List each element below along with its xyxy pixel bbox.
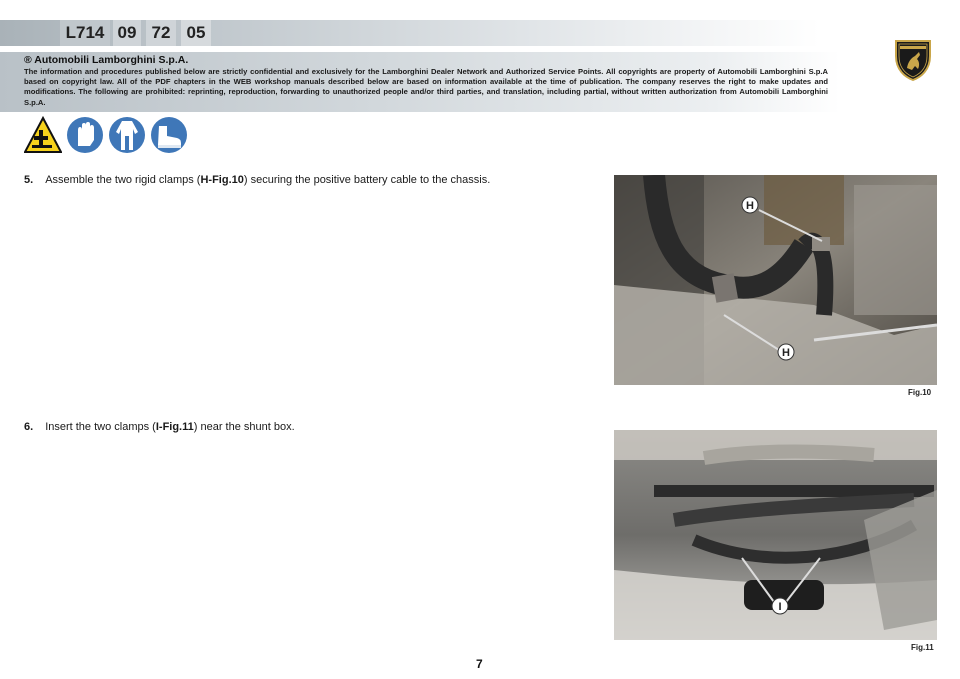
page-number: 7 — [476, 657, 483, 671]
warning-icon — [24, 116, 62, 154]
doc-code-number: 05 — [181, 20, 211, 46]
step-text: ) securing the positive battery cable to the chassis. — [243, 174, 491, 186]
figure-reference: H-Fig.10 — [200, 174, 244, 186]
step-text: ) near the shunt box. — [193, 421, 295, 433]
figure-10-photo — [614, 175, 937, 385]
figure-reference: I-Fig.11 — [155, 421, 194, 433]
safety-shoes-icon — [150, 116, 188, 154]
figure-10-label: Fig.10 — [908, 388, 932, 397]
company-name: ® Automobili Lamborghini S.p.A. — [24, 54, 189, 66]
doc-code-model: L714 — [60, 20, 110, 46]
doc-code-group: 09 — [113, 20, 141, 46]
figure-11-label: Fig.11 — [911, 643, 934, 652]
step-text: Insert the two clamps ( — [45, 421, 156, 433]
doc-code-section: 72 — [146, 20, 176, 46]
lamborghini-logo — [893, 38, 933, 82]
step-text: Assemble the two rigid clamps ( — [45, 174, 201, 186]
figure-marker-H: H — [746, 200, 754, 212]
disclaimer-text: The information and procedures published below are strictly confidential and exclusively for the Lamborghini Dealer Network and Authorized Service Points. All copyrights are property of Automobili Lamborghini S.p.A based on copyright law. All of the PDF chapters in the WEB workshop manuals described below are based on information available at the time of publication. The company reserves the right to make updates and modifications. The following are prohibited: reprinting, reproduction, forwarding to unauthorized people and/or third parties, and translation, including partial, without written authorization from Automobili Lamborghini S.p.A. — [24, 67, 828, 107]
instruction-step-5: 5. Assemble the two rigid clamps (H-Fig.10) securing the positive battery cable to the chassis. — [24, 174, 491, 186]
overalls-icon — [108, 116, 146, 154]
figure-marker-I: I — [778, 601, 782, 613]
step-number: 6 — [24, 421, 31, 433]
figure-marker-H: H — [782, 347, 790, 359]
instruction-step-6: 6. Insert the two clamps (I-Fig.11) near the shunt box. — [24, 421, 295, 433]
figure-11-photo — [614, 430, 937, 640]
step-number: 5 — [24, 174, 31, 186]
gloves-icon — [66, 116, 104, 154]
